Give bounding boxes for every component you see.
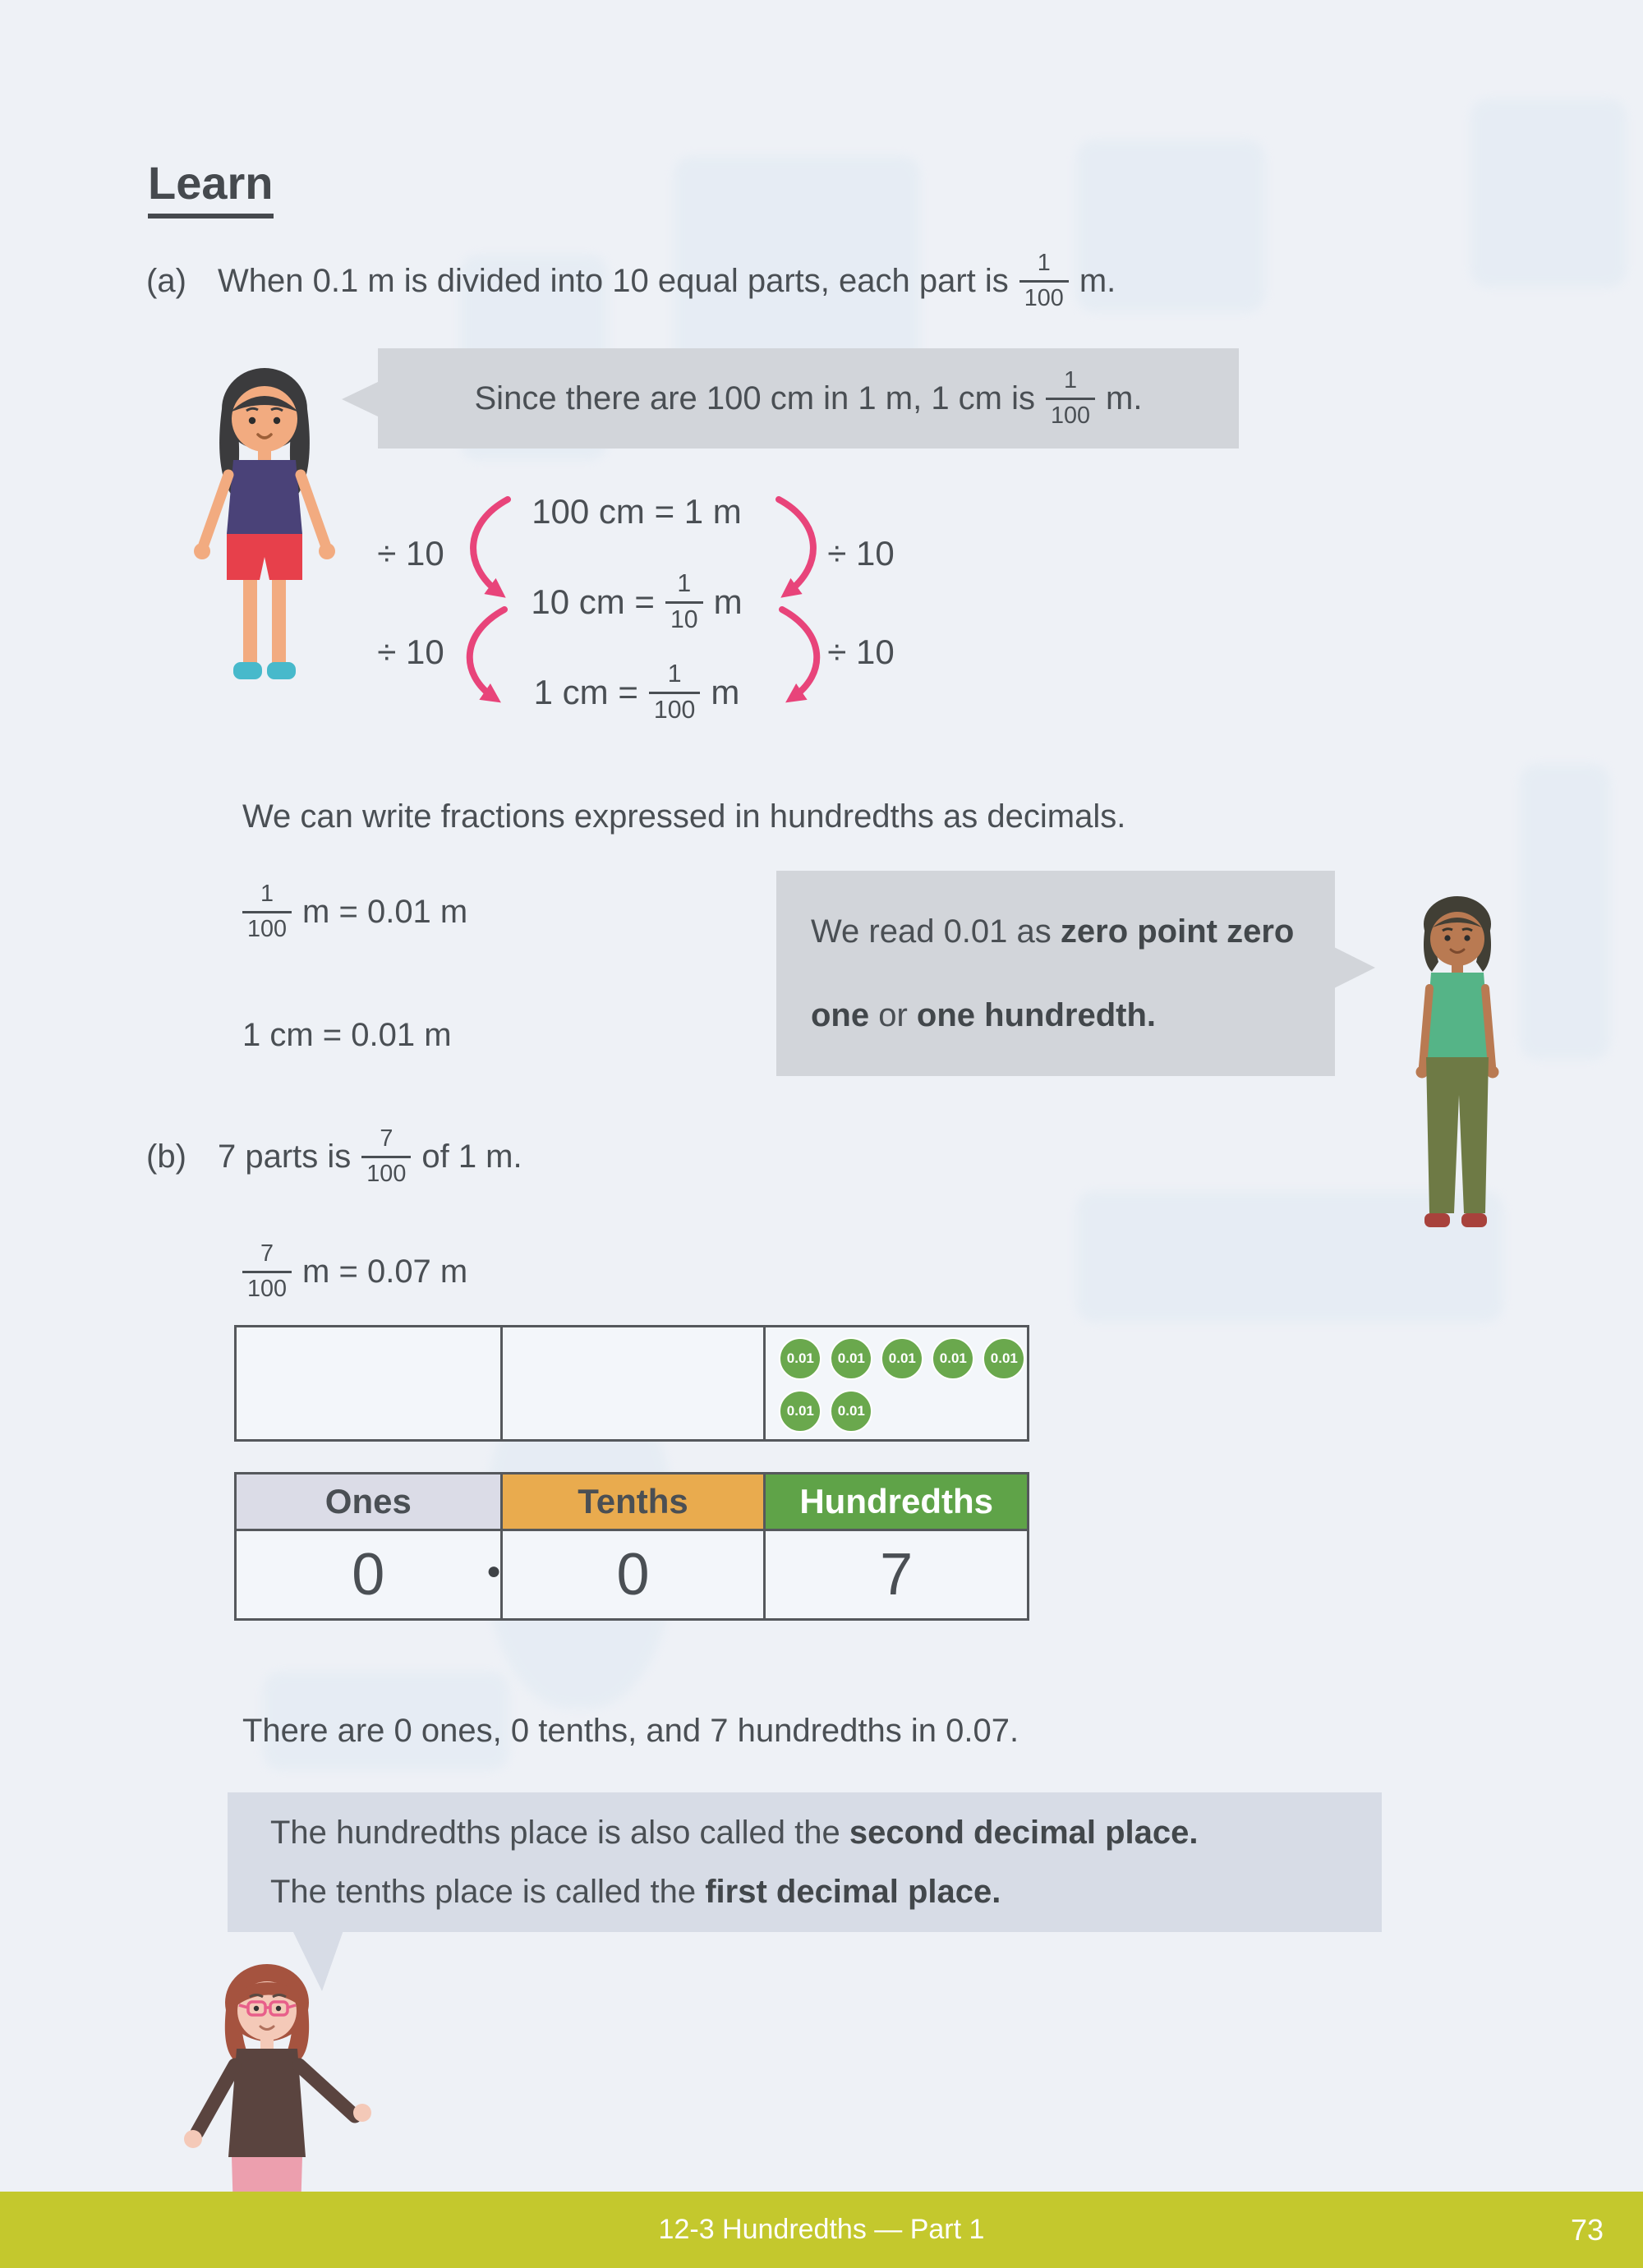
boy-character-illustration (1395, 891, 1520, 1244)
part-a-intro (146, 240, 1116, 322)
note-line-2: The tenths place is called the first decimal place. (270, 1874, 1001, 1910)
divide-by-ten-label: ÷ 10 (827, 534, 895, 573)
diagram-row-3: 1 cm = $\frac{1}{100}$ m (533, 660, 740, 724)
fraction-1-10: $\frac{1}{10}$ (665, 571, 703, 633)
part-b-intro (146, 1116, 522, 1198)
fraction-1-100: $\frac{1}{100}$ (242, 881, 292, 941)
header-ones: Ones (237, 1474, 500, 1529)
fraction-1-100: $\frac{1}{100}$ (1046, 368, 1095, 428)
page-title: Learn (148, 158, 274, 219)
summary-sentence: There are 0 ones, 0 tenths, and 7 hundredths in 0.07. (242, 1713, 1019, 1749)
divide-by-ten-label: ÷ 10 (377, 633, 444, 671)
note-line-1: The hundredths place is also called the second decimal place. (270, 1815, 1199, 1851)
value-tenths: 0 (500, 1529, 764, 1618)
boy-bubble-text: We read 0.01 as (811, 913, 1061, 950)
hundredth-counter: 0.01 (983, 1337, 1025, 1380)
header-hundredths: Hundredths (763, 1474, 1027, 1529)
part-a-intro-text: When 0.1 m is divided into 10 equal parts, each part is (218, 262, 1009, 299)
boy-bubble-tail (1332, 946, 1375, 989)
fraction-7-100: $\frac{7}{100}$ (361, 1126, 411, 1186)
decimal-point: ● (486, 1557, 502, 1585)
fraction-1-100: $\frac{1}{100}$ (1019, 251, 1069, 311)
part-label: (b) (146, 1138, 186, 1175)
counters-cell-tenths (500, 1327, 764, 1439)
girl-character-illustration (182, 360, 347, 688)
boy-bubble-bold: zero point zero one (811, 913, 1295, 1033)
footer-band (0, 2192, 1643, 2268)
part-b-intro-text: 7 parts is (218, 1138, 352, 1175)
value-hundredths: 7 (763, 1529, 1027, 1618)
lesson-title: 12-3 Hundredths — Part 1 (658, 2214, 985, 2245)
hundredth-counter: 0.01 (932, 1337, 974, 1380)
boy-speech-bubble: We read 0.01 as zero point zero one or one hundredth. (776, 871, 1335, 1076)
hundredth-counter: 0.01 (779, 1390, 822, 1433)
value-ones: 0 (237, 1529, 500, 1618)
girl-speech-bubble (378, 348, 1239, 449)
hundredth-counter: 0.01 (830, 1337, 872, 1380)
counters-cell-ones (237, 1327, 500, 1439)
equation-seven-hundredths: $\frac{7}{100}$ m = 0.07 m (242, 1232, 467, 1311)
fraction-1-100: $\frac{1}{100}$ (649, 661, 700, 724)
diagram-row-2: 10 cm = $\frac{1}{10}$ m (531, 569, 743, 633)
place-value-header-row (237, 1474, 1027, 1529)
girl-bubble-text: Since there are 100 cm in 1 m, 1 cm is (474, 380, 1035, 416)
place-value-counters-box (234, 1325, 1029, 1442)
fraction-7-100: $\frac{7}{100}$ (242, 1241, 292, 1301)
girl-bubble-unit: m. (1106, 380, 1143, 416)
hundredth-counter: 0.01 (881, 1337, 923, 1380)
girl-bubble-tail (342, 381, 380, 417)
equation-one-hundredth: $\frac{1}{100}$ m = 0.01 m (242, 872, 467, 951)
counters-cell-hundredths (763, 1327, 1027, 1439)
place-value-value-row (237, 1529, 1027, 1618)
diagram-row-1: 100 cm = 1 m (532, 492, 742, 531)
equation-1cm: 1 cm = 0.01 m (242, 1017, 452, 1053)
place-value-table (234, 1472, 1029, 1621)
hundredth-counter: 0.01 (779, 1337, 822, 1380)
hundredth-counter: 0.01 (830, 1390, 872, 1433)
page-number: 73 (1570, 2213, 1604, 2247)
showthrough-blob (1520, 764, 1610, 1060)
showthrough-blob (1470, 99, 1627, 288)
part-a-intro-unit: m. (1079, 262, 1116, 299)
part-label: (a) (146, 262, 186, 299)
header-tenths: Tenths (500, 1474, 764, 1529)
boy-bubble-bold: one hundredth. (916, 997, 1156, 1033)
divide-by-ten-label: ÷ 10 (827, 633, 895, 671)
divide-by-ten-label: ÷ 10 (377, 534, 444, 573)
teacher-note-box (228, 1792, 1382, 1932)
part-b-intro-unit: of 1 m. (421, 1138, 522, 1175)
hundredths-sentence: We can write fractions expressed in hundredths as decimals. (242, 798, 1126, 835)
